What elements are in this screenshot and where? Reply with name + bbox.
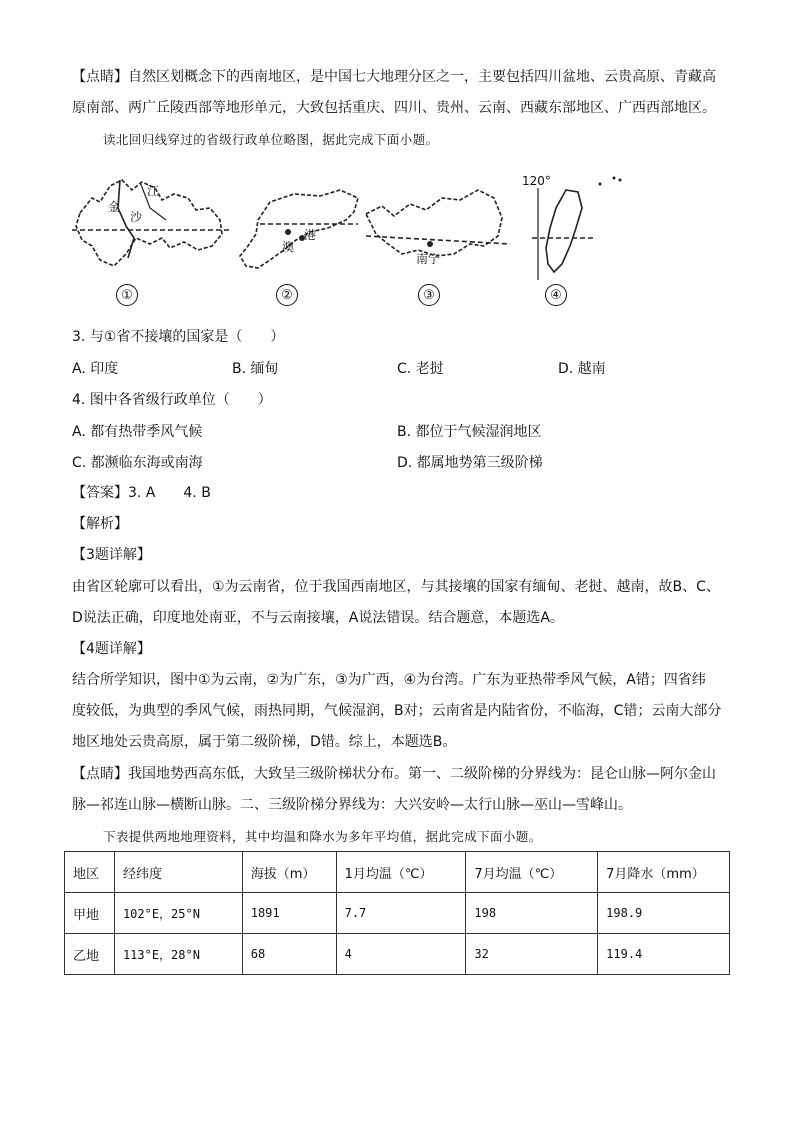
q4-option-b: B. 都位于气候湿润地区 (397, 424, 542, 440)
dianjing-label: 【点睛】 (72, 69, 128, 85)
question-4-options-row-1 (72, 421, 732, 441)
table-cell: 119.4 (598, 934, 730, 975)
q3-option-c: C. 老挝 (397, 361, 444, 377)
label-sha: 沙 (130, 210, 143, 224)
nanning-dot (427, 241, 433, 247)
table-cell: 1891 (242, 893, 336, 934)
question-4-stem: 4. 图中各省级行政单位（ ） (72, 392, 272, 408)
q4-detail-line-3: 地区地处云贵高原，属于第二级阶梯，D错。综上，本题选B。 (72, 734, 457, 750)
table-header-cell: 7月均温（℃） (466, 852, 598, 893)
q3-detail-title: 【3题详解】 (72, 547, 151, 563)
q4-detail-line-2: 度较低，为典型的季风气候，雨热同期，气候湿润，B对；云南省是内陆省份，不临海，C错；云南大部分 (72, 703, 722, 719)
question-3-options (72, 358, 732, 378)
table-cell: 甲地 (65, 893, 115, 934)
guangxi-outline (366, 190, 502, 256)
answer-label: 【答案】 (72, 485, 128, 501)
macau-dot (285, 229, 291, 235)
q3-option-b: B. 缅甸 (232, 361, 279, 377)
taiwan-outline (546, 190, 582, 272)
guangdong-outline (240, 190, 358, 268)
label-aomen: 澳 (282, 240, 295, 254)
question-4-options-row-2 (72, 452, 732, 472)
table-cell: 198 (466, 893, 598, 934)
dianjing-2-label: 【点睛】 (72, 766, 128, 782)
question-3-stem: 3. 与①省不接壤的国家是（ ） (72, 329, 285, 345)
table-header-cell: 海拔（m） (242, 852, 336, 893)
q4-option-c: C. 都濒临东海或南海 (72, 455, 203, 471)
table-header-cell: 1月均温（℃） (336, 852, 466, 893)
table-header-cell: 7月降水（mm） (598, 852, 730, 893)
table-cell: 32 (466, 934, 598, 975)
maps-instruction: 读北回归线穿过的省级行政单位略图，据此完成下面小题。 (103, 132, 439, 147)
island-dot-1 (599, 183, 602, 186)
table-header-cell: 经纬度 (114, 852, 242, 893)
q4-detail-title: 【4题详解】 (72, 641, 151, 657)
label-120-degree: 120° (522, 174, 551, 188)
q3-option-d: D. 越南 (558, 361, 606, 377)
answer-text: 3. A 4. B (128, 485, 211, 501)
table-cell: 7.7 (336, 893, 466, 934)
label-xianggang: 港 (304, 228, 317, 242)
table-header-row (65, 852, 730, 893)
table-instruction: 下表提供两地地理资料，其中均温和降水为多年平均值，据此完成下面小题。 (103, 829, 542, 844)
table-row (65, 934, 730, 975)
map-number-3: ③ (418, 284, 440, 306)
dianjing-paragraph-2-line-1 (72, 764, 727, 784)
dianjing-paragraph-1-line-1 (72, 67, 727, 87)
label-jiang: 江 (147, 184, 160, 198)
dianjing-paragraph-1-line-2: 原南部、两广丘陵西部等地形单元，大致包括重庆、四川、贵州、云南、西藏东部地区、广西西部地区。 (72, 100, 716, 116)
dianjing-2-text: 我国地势西高东低，大致呈三级阶梯状分布。第一、二级阶梯的分界线为：昆仑山脉—阿尔金山 (128, 766, 716, 782)
label-nanning: 南宁 (416, 252, 441, 266)
table-cell: 198.9 (598, 893, 730, 934)
q4-option-a: A. 都有热带季风气候 (72, 424, 203, 440)
geography-data-table (64, 851, 730, 975)
analysis-label: 【解析】 (72, 516, 128, 532)
table-cell: 乙地 (65, 934, 115, 975)
island-dot-3 (619, 179, 622, 182)
map-number-4: ④ (545, 284, 567, 306)
map-number-2: ② (276, 284, 298, 306)
island-dot-2 (613, 177, 616, 180)
label-jin: 金 (108, 200, 121, 214)
dianjing-paragraph-2-line-2: 脉—祁连山脉—横断山脉。二、三级阶梯分界线为：大兴安岭—太行山脉—巫山—雪峰山。 (72, 797, 632, 813)
table-cell: 113°E，28°N (114, 934, 242, 975)
table-row (65, 893, 730, 934)
q3-detail-line-2: D说法正确，印度地处南亚，不与云南接壤，A说法错误。结合题意，本题选A。 (72, 610, 564, 626)
table-cell: 4 (336, 934, 466, 975)
map-number-1: ① (116, 284, 138, 306)
q4-detail-line-1: 结合所学知识，图中①为云南，②为广东，③为广西，④为台湾。广东为亚热带季风气候，A错；四省纬 (72, 672, 706, 688)
q3-detail-line-1: 由省区轮廓可以看出，①为云南省，位于我国西南地区，与其接壤的国家有缅甸、老挝、越南，故B、C、 (72, 579, 720, 595)
table-header-cell: 地区 (65, 852, 115, 893)
table-cell: 102°E，25°N (114, 893, 242, 934)
table-cell: 68 (242, 934, 336, 975)
q3-option-a: A. 印度 (72, 361, 119, 377)
answer-line (72, 483, 727, 503)
dianjing-text: 自然区划概念下的西南地区，是中国七大地理分区之一，主要包括四川盆地、云贵高原、青藏高 (128, 69, 716, 85)
q4-option-d: D. 都属地势第三级阶梯 (397, 455, 543, 471)
